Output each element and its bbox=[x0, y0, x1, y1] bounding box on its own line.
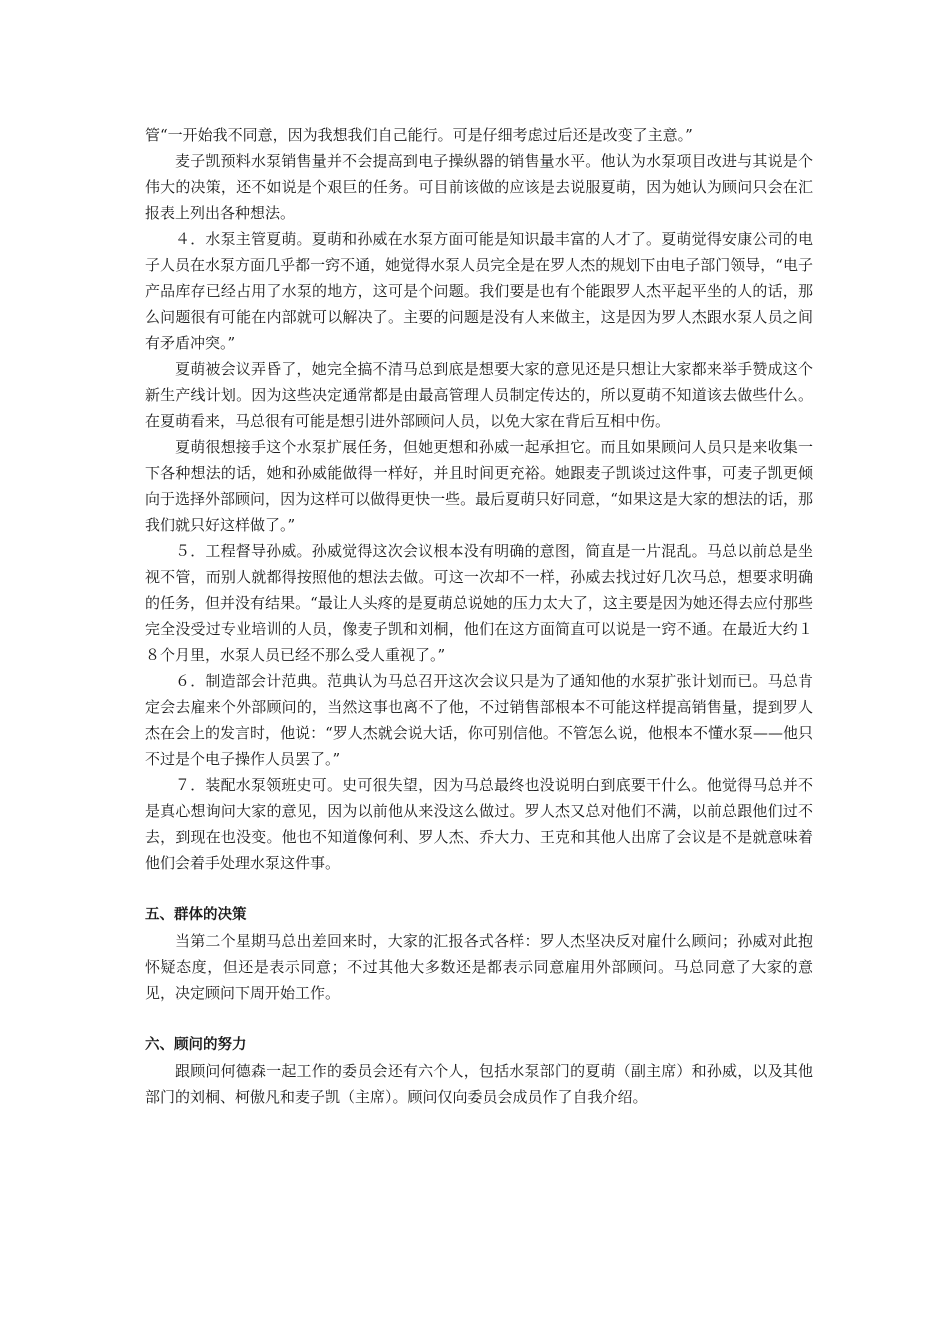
section-spacer bbox=[145, 876, 813, 902]
paragraph-item-7-shi-ke: ７．装配水泵领班史可。史可很失望，因为马总最终也没说明白到底要干什么。他觉得马总并不是真心想询问大家的意见，因为以前他从来没这么做过。罗人杰又总对他们不满，以前总跟他们过不去，到现在也没变。他也不知道像何利、罗人杰、乔大力、王克和其他人出席了会议是不是就意味着他们会着手处理水泵这件事。 bbox=[145, 776, 813, 872]
paragraph-consultant-effort: 跟顾问何德森一起工作的委员会还有六个人，包括水泵部门的夏萌（副主席）和孙威，以及其他部门的刘桐、柯傲凡和麦子凯（主席）。顾问仅向委员会成员作了自我介绍。 bbox=[145, 1062, 813, 1106]
paragraph-item-5-sun-wei: ５．工程督导孙威。孙威觉得这次会议根本没有明确的意图，简直是一片混乱。马总以前总是坐视不管，而别人就都得按照他的想法去做。可这一次却不一样，孙威去找过好几次马总，想要求明确的任务，但并没有结果。“最让人头疼的是夏萌总说她的压力太大了，这主要是因为她还得去应付那些完全没受过专业培训的人员，像麦子凯和刘桐，他们在这方面简直可以说是一窍不通。在最近大约１８个月里，水泵人员已经不那么受人重视了。” bbox=[145, 542, 813, 664]
section-heading-consultant-effort: 六、顾问的努力 bbox=[145, 1037, 247, 1053]
paragraph-continued-quote: 管“一开始我不同意，因为我想我们自己能行。可是仔细考虑过后还是改变了主意。” bbox=[145, 126, 693, 144]
paragraph-xia-meng-expansion: 夏萌很想接手这个水泵扩展任务，但她更想和孙威一起承担它。而且如果顾问人员只是来收集一下各种想法的话，她和孙威能做得一样好，并且时间更充裕。她跟麦子凯谈过这件事，可麦子凯更倾向于选择外部顾问，因为这样可以做得更快一些。最后夏萌只好同意，“如果这是大家的想法的话，那我们就只好这样做了。” bbox=[145, 438, 813, 534]
paragraph-xia-meng-confused: 夏萌被会议弄昏了，她完全搞不清马总到底是想要大家的意见还是只想让大家都来举手赞成这个新生产线计划。因为这些决定通常都是由最高管理人员制定传达的，所以夏萌不知道该去做些什么。在夏萌看来，马总很有可能是想引进外部顾问人员，以免大家在背后互相中伤。 bbox=[145, 360, 813, 430]
paragraph-group-decision: 当第二个星期马总出差回来时，大家的汇报各式各样：罗人杰坚决反对雇什么顾问；孙威对此抱怀疑态度，但还是表示同意；不过其他大多数还是都表示同意雇用外部顾问。马总同意了大家的意见，决定顾问下周开始工作。 bbox=[145, 932, 813, 1002]
paragraph-mai-zikai: 麦子凯预料水泵销售量并不会提高到电子操纵器的销售量水平。他认为水泵项目改进与其说是个伟大的决策，还不如说是个艰巨的任务。可目前该做的应该是去说服夏萌，因为她认为顾问只会在汇报表上列出各种想法。 bbox=[145, 152, 813, 222]
paragraph-item-4-xia-meng: ４．水泵主管夏萌。夏萌和孙威在水泵方面可能是知识最丰富的人才了。夏萌觉得安康公司的电子人员在水泵方面几乎都一窍不通，她觉得水泵人员完全是在罗人杰的规划下由电子部门领导，“电子产品库存已经占用了水泵的地方，这可是个问题。我们要是也有个能跟罗人杰平起平坐的人的话，那么问题很有可能在内部就可以解决了。主要的问题是没有人来做主，这是因为罗人杰跟水泵人员之间有矛盾冲突。” bbox=[145, 230, 813, 352]
paragraph-item-6-fan-dian: ６．制造部会计范典。范典认为马总召开这次会议只是为了通知他的水泵扩张计划而已。马总肯定会去雇来个外部顾问的，当然这事也离不了他，不过销售部根本不可能这样提高销售量，提到罗人杰在会上的发言时，他说：“罗人杰就会说大话，你可别信他。不管怎么说，他根本不懂水泵——他只不过是个电子操作人员罢了。” bbox=[145, 672, 813, 768]
section-heading-group-decision: 五、群体的决策 bbox=[145, 907, 247, 923]
section-spacer bbox=[145, 1006, 813, 1032]
document-page bbox=[145, 122, 813, 1110]
